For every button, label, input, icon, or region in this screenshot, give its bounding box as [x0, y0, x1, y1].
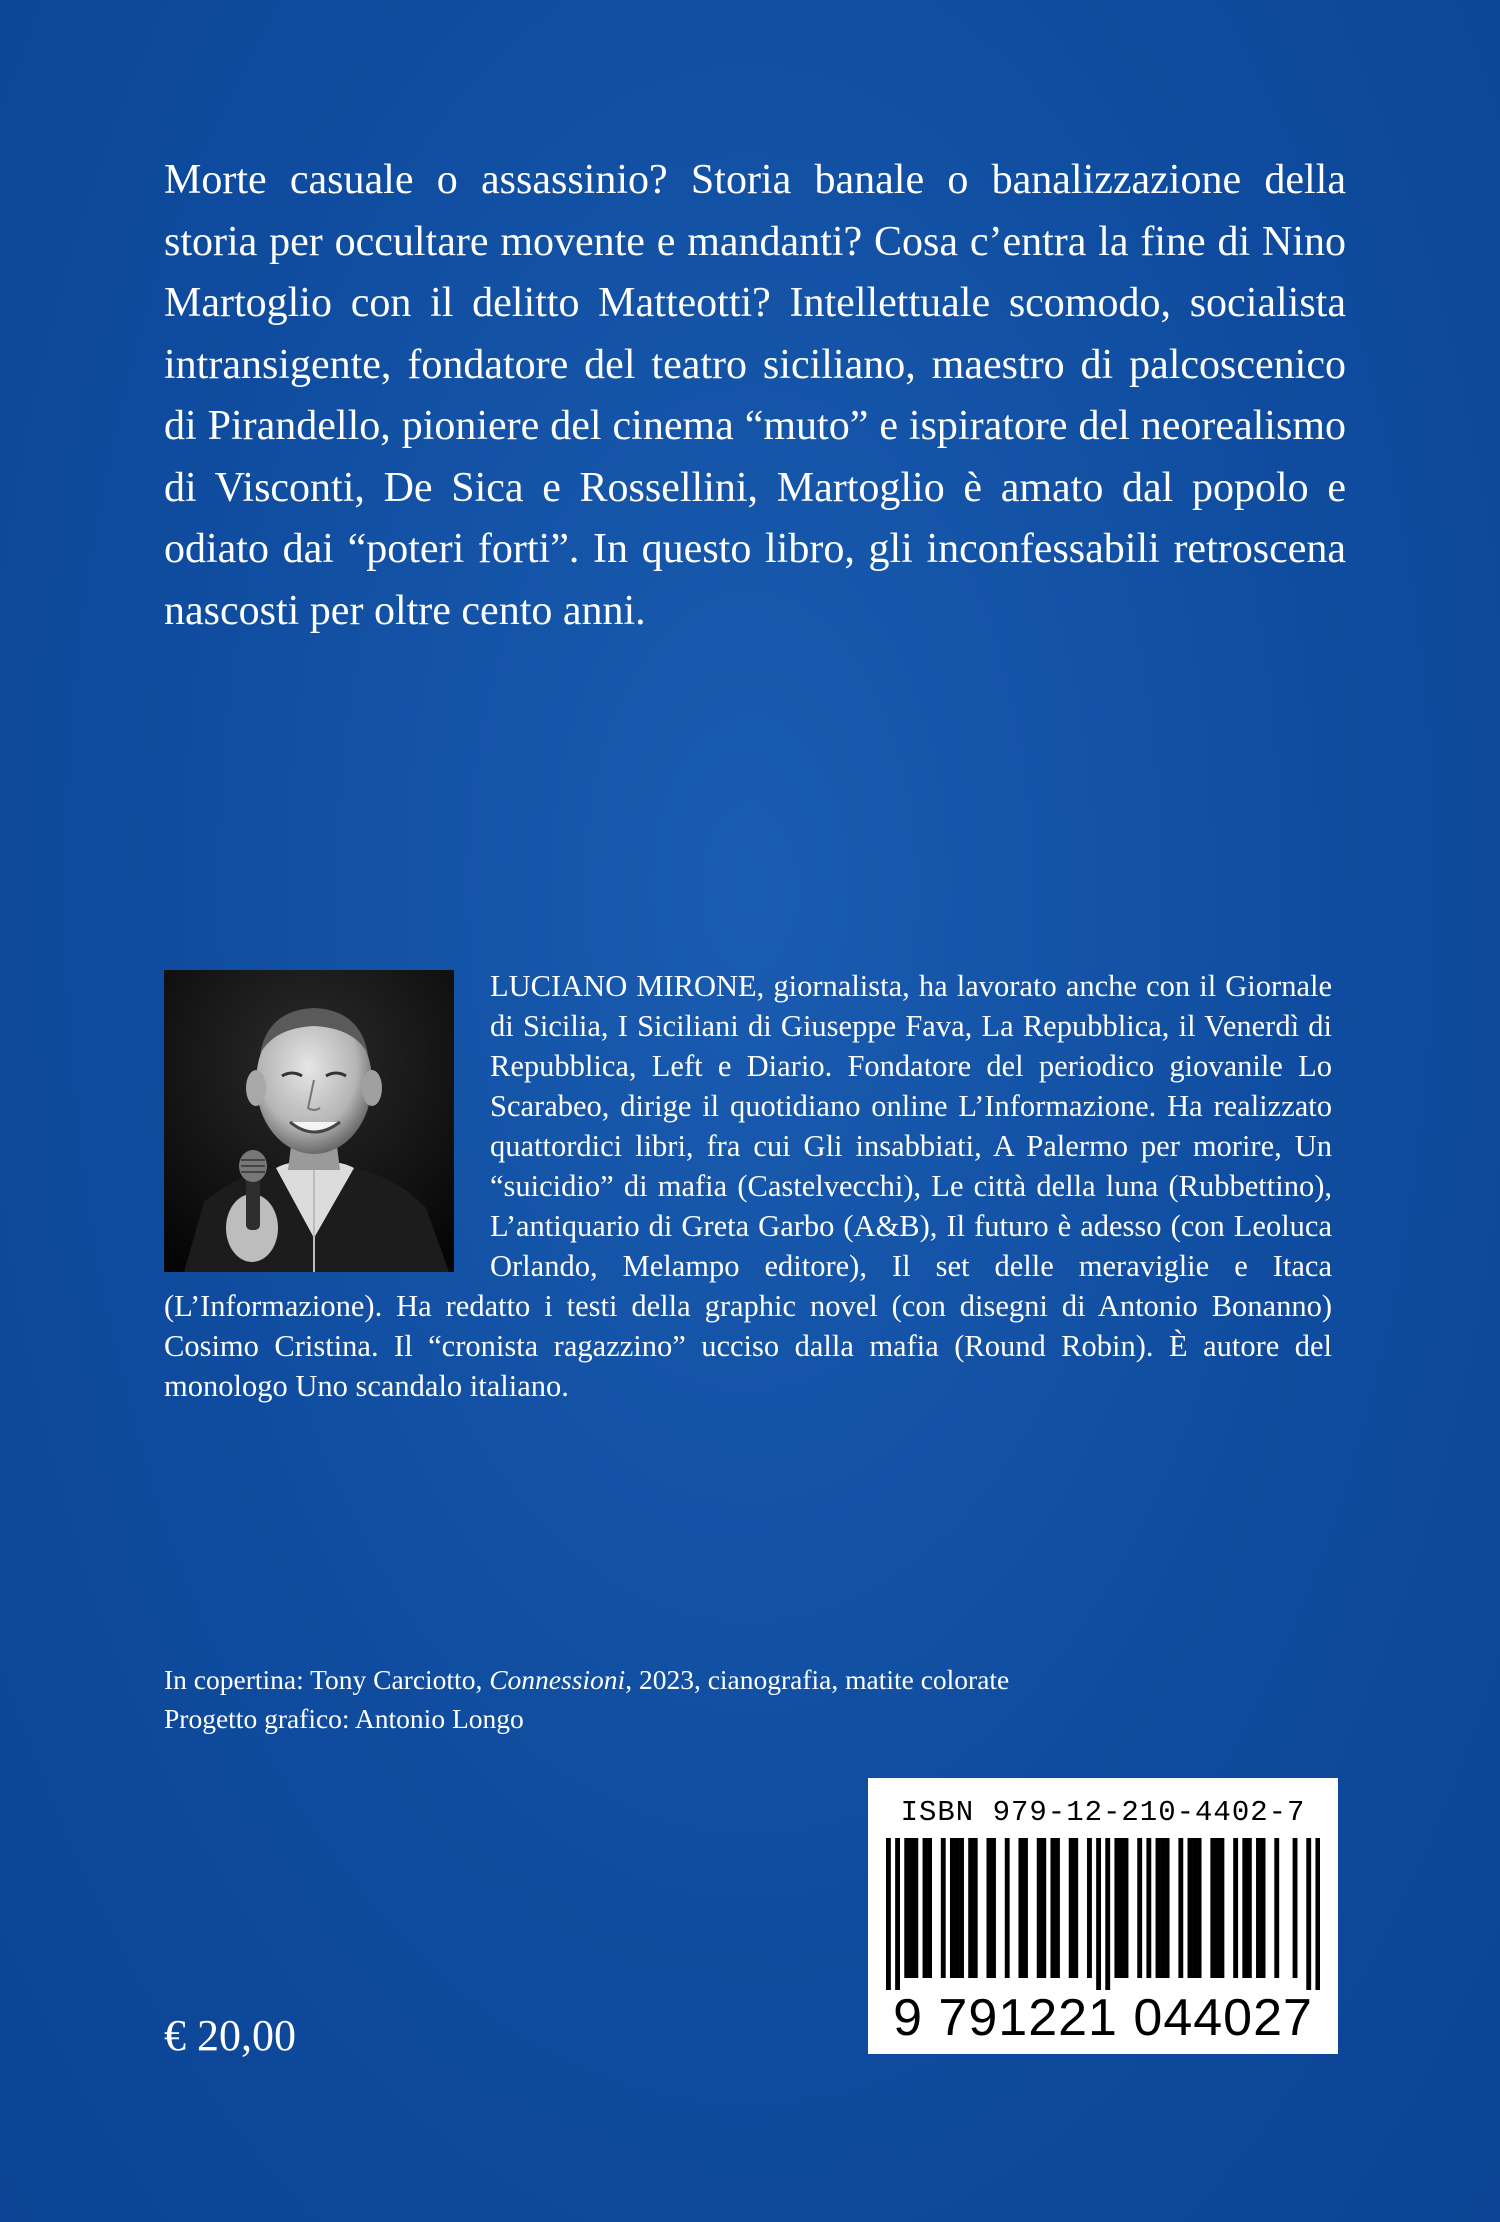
- barcode-bar: [1215, 1838, 1220, 1978]
- author-bio: LUCIANO MIRONE, giornalista, ha lavorato anche con il Giornale di Sicilia, I Siciliani di Giuseppe Fava, La Repubblica, il Venerdì di Repubblica, Left e Diario. Fondatore del periodico giovanile Lo Scarabeo, dirige il quotidiano online L’Informazione. Ha realizzato quattordici libri, fra cui Gli insabbiati, A Palermo per morire, Un “suicidio” di mafia (Castelvecchi), Le città della luna (Rubbettino), L’antiquario di Greta Garbo (A&B), Il futuro è adesso (con Leoluca Orlando, Melampo editore), Il set delle meraviglie e Itaca (L’Informazione). Ha redatto i testi della graphic novel (con disegni di Antonio Bonanno) Cosimo Cristina. Il “cronista ragazzino” ucciso dalla mafia (Round Robin). È autore del monologo Uno scandalo italiano.: [164, 969, 1332, 1403]
- barcode-bar: [950, 1838, 955, 1978]
- barcode-bar: [1069, 1838, 1074, 1978]
- barcode-bar: [909, 1838, 914, 1978]
- barcode-bar: [1306, 1838, 1311, 1990]
- barcode-bar: [1055, 1838, 1060, 1978]
- author-section: [164, 966, 1332, 1406]
- price: € 20,00: [164, 2011, 296, 2060]
- barcode-bar: [959, 1838, 964, 1978]
- back-cover-blurb: Morte casuale o assassinio? Storia banale o banalizzazione della storia per occultare movente e mandanti? Cosa c’entra la fine di Nino Martoglio con il delitto Matteotti? Intellettuale scomodo, socialista intransigente, fondatore del teatro siciliano, maestro di palcoscenico di Pirandello, pioniere del cinema “muto” e ispiratore del neorealismo di Visconti, De Sica e Rossellini, Martoglio è amato dal popolo e odiato dai “poteri forti”. In questo libro, gli inconfessabili retroscena nascosti per oltre cento anni.: [164, 157, 1346, 634]
- barcode-bar: [968, 1838, 973, 1978]
- isbn-label: ISBN 979-12-210-4402-7: [900, 1796, 1306, 1829]
- barcode-bar: [1146, 1838, 1151, 1978]
- barcode-bar: [886, 1838, 891, 1990]
- cover-credit-suffix: , 2023, cianografia, matite colorate: [625, 1664, 1010, 1695]
- barcode-bar: [1233, 1838, 1238, 1978]
- ean-digits: 9 791221 044027: [893, 1989, 1313, 2047]
- barcode-bar: [1018, 1838, 1023, 1978]
- barcode-bar: [904, 1838, 909, 1978]
- cover-credit: [164, 1660, 1009, 1699]
- barcode-bar: [1274, 1838, 1279, 1978]
- barcode-bar: [991, 1838, 996, 1978]
- barcode-bar: [1315, 1838, 1320, 1990]
- barcode-bar: [1188, 1838, 1193, 1978]
- barcode-bar: [1219, 1838, 1224, 1978]
- barcode-bar: [895, 1838, 900, 1990]
- barcode-bar: [1197, 1838, 1202, 1978]
- cover-credit-prefix: In copertina: Tony Carciotto,: [164, 1664, 490, 1695]
- design-credit: Progetto grafico: Antonio Longo: [164, 1703, 524, 1734]
- author-photo: [164, 970, 454, 1272]
- barcode-bar: [1041, 1838, 1046, 1978]
- barcode-bar: [1247, 1838, 1252, 1978]
- barcode-bar: [1119, 1838, 1124, 1978]
- barcode-bar: [1096, 1838, 1101, 1990]
- barcode-bar: [927, 1838, 932, 1978]
- isbn-barcode: [868, 1778, 1338, 2054]
- barcode-bar: [1105, 1838, 1110, 1990]
- barcode-bar: [1178, 1838, 1183, 1978]
- barcode-bar: [1087, 1838, 1092, 1978]
- barcode-bar: [1242, 1838, 1247, 1978]
- barcode-bar: [1256, 1838, 1261, 1978]
- barcode-bar: [973, 1838, 978, 1978]
- barcode-bar: [1210, 1838, 1215, 1978]
- barcode-bar: [1137, 1838, 1142, 1978]
- barcode-bar: [1261, 1838, 1266, 1978]
- barcode-bar: [1073, 1838, 1078, 1978]
- barcode-bar: [1156, 1838, 1161, 1978]
- barcode-bar: [1192, 1838, 1197, 1978]
- barcode-bar: [1023, 1838, 1028, 1978]
- barcode-bar: [1293, 1838, 1298, 1978]
- barcode-bar: [913, 1838, 918, 1978]
- author-photo-image: [164, 970, 454, 1272]
- credits: [164, 1660, 1009, 1738]
- barcode-bar: [1165, 1838, 1170, 1978]
- barcode-bar: [941, 1838, 946, 1978]
- barcode-bar: [1124, 1838, 1129, 1978]
- barcode-bar: [1050, 1838, 1055, 1978]
- cover-credit-work: Connessioni: [489, 1664, 626, 1695]
- barcode-bar: [1005, 1838, 1010, 1978]
- barcode-bar: [923, 1838, 928, 1978]
- barcode-bar: [955, 1838, 960, 1978]
- barcode-bar: [1037, 1838, 1042, 1978]
- barcode-bar: [1160, 1838, 1165, 1978]
- barcode-bar: [1114, 1838, 1119, 1978]
- barcode-bar: [987, 1838, 992, 1978]
- barcode-bars: [886, 1838, 1320, 1990]
